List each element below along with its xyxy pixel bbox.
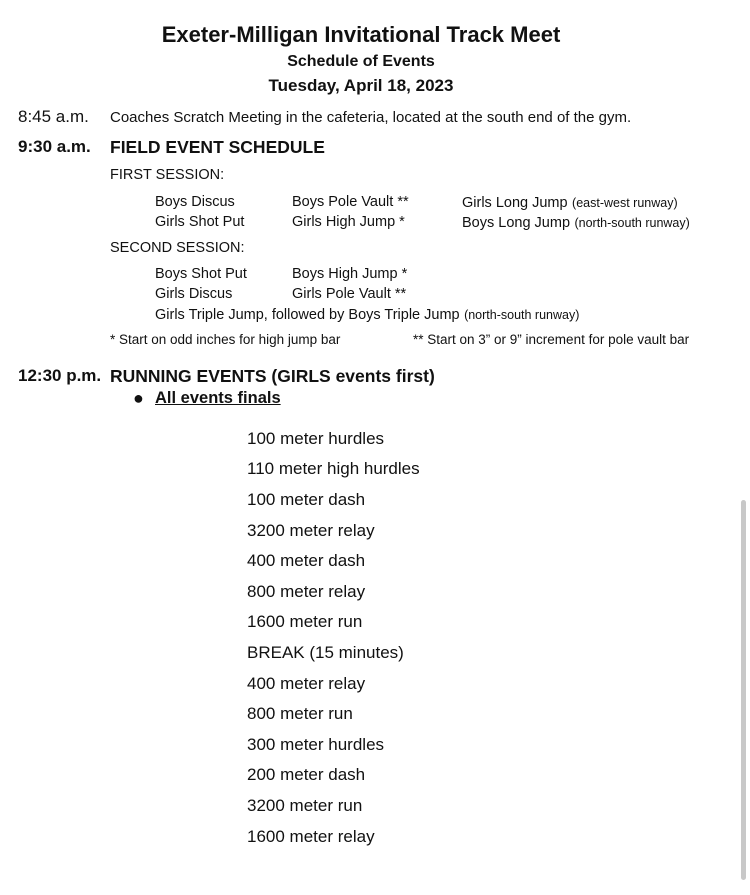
field-time: 9:30 a.m. [18,137,91,156]
running-event: 100 meter hurdles [247,429,385,448]
runway-note: (north-south runway) [464,308,580,322]
running-heading: RUNNING EVENTS (GIRLS events first) [110,366,435,386]
running-event: 400 meter dash [247,551,366,570]
all-events-finals: All events finals [155,389,281,407]
document-date: Tuesday, April 18, 2023 [268,76,454,95]
footnote-pole-vault: ** Start on 3” or 9” increment for pole vault bar [413,332,690,347]
bullet-icon: ● [133,388,144,408]
running-event: 1600 meter relay [247,827,375,846]
event-name: Girls Long Jump [462,195,568,211]
first-session-col2-row1: Boys Pole Vault ** [292,194,409,210]
running-event: 110 meter high hurdles [247,459,420,478]
event-name: Boys Long Jump [462,215,571,231]
field-heading: FIELD EVENT SCHEDULE [110,137,325,157]
document-subtitle: Schedule of Events [287,53,435,70]
running-event: 3200 meter relay [247,521,375,540]
running-event: 800 meter run [247,704,353,723]
vertical-scrollbar[interactable] [741,500,746,880]
second-session-col1-row2: Girls Discus [155,286,233,302]
footnote-high-jump: * Start on odd inches for high jump bar [110,332,341,347]
running-time: 12:30 p.m. [18,366,102,385]
first-session-col3-row2 [462,214,690,232]
second-session-col2-row2: Girls Pole Vault ** [292,286,407,302]
document-title: Exeter-Milligan Invitational Track Meet [161,22,561,47]
first-session-col2-row2: Girls High Jump * [292,214,405,230]
meeting-description: Coaches Scratch Meeting in the cafeteria, located at the south end of the gym. [110,109,632,126]
first-session-col1-row2: Girls Shot Put [155,214,245,230]
running-event: 200 meter dash [247,765,366,784]
second-session-col2-row1: Boys High Jump * [292,266,408,282]
second-session-label: SECOND SESSION: [110,240,245,256]
first-session-col1-row1: Boys Discus [155,194,235,210]
triple-jump-row [155,306,579,324]
runway-note: (north-south runway) [574,216,690,230]
running-event: 100 meter dash [247,490,366,509]
event-name: Girls Triple Jump, followed by Boys Triple Jump [155,307,460,323]
running-event: 3200 meter run [247,796,363,815]
second-session-col1-row1: Boys Shot Put [155,266,247,282]
running-event: 1600 meter run [247,612,363,631]
first-session-label: FIRST SESSION: [110,167,225,183]
running-event: 300 meter hurdles [247,735,385,754]
runway-note: (east-west runway) [572,196,678,210]
running-break: BREAK (15 minutes) [247,643,404,662]
meeting-time: 8:45 a.m. [18,107,89,126]
running-event: 400 meter relay [247,674,366,693]
first-session-col3-row1 [462,194,678,212]
running-event: 800 meter relay [247,582,366,601]
